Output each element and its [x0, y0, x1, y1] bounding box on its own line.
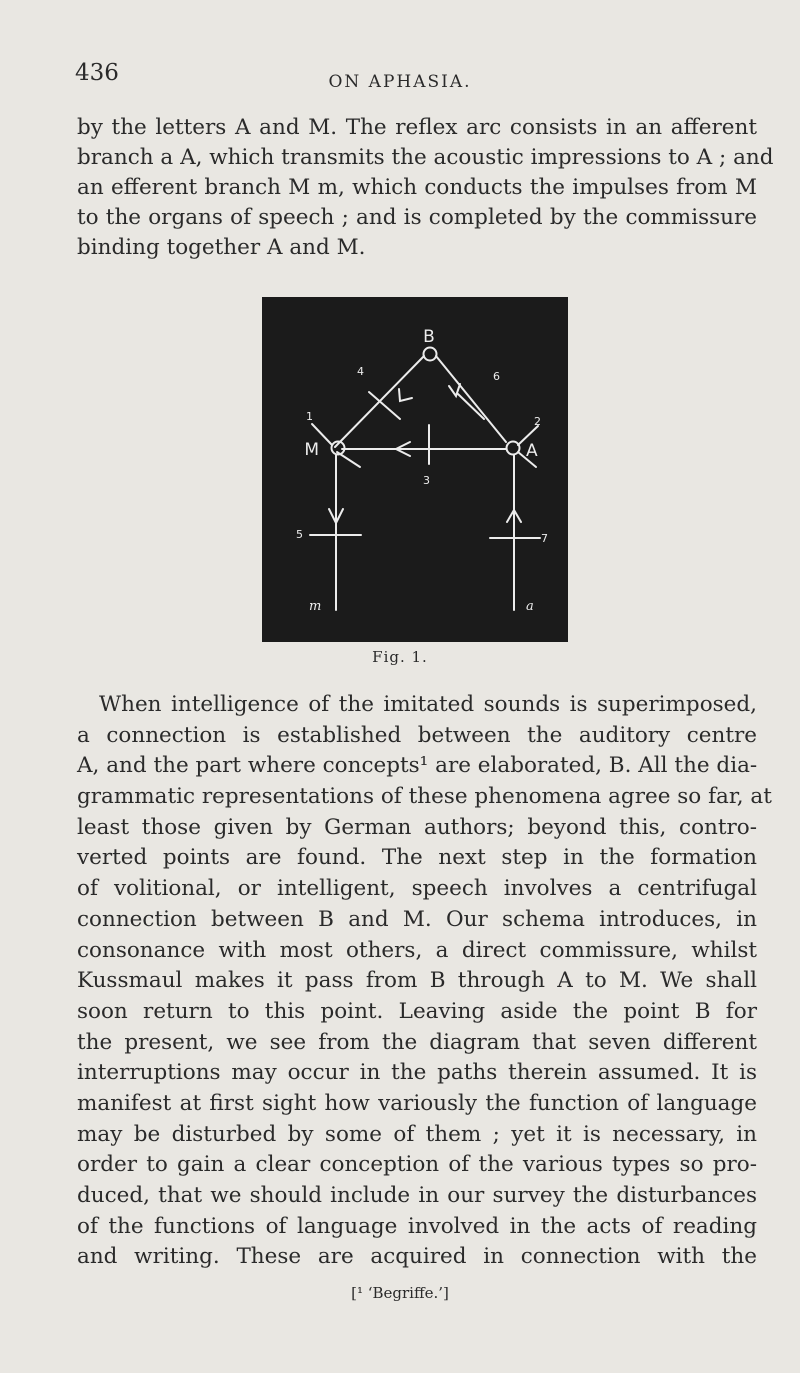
- text-line: to the organs of speech ; and is completed by the commissure: [77, 205, 757, 230]
- text-line: and writing. These are acquired in connection with the: [77, 1244, 757, 1270]
- text-line: interruptions may occur in the paths therein assumed. It is: [77, 1060, 757, 1086]
- text-line: Kussmaul makes it pass from B through A to M. We shall: [77, 968, 757, 994]
- text-line: A, and the part where concepts¹ are elaborated, B. All the dia-: [77, 753, 758, 779]
- text-line: of the functions of language involved in the acts of reading: [77, 1213, 757, 1239]
- text-line: may be disturbed by some of them ; yet it is necessary, in: [77, 1121, 757, 1147]
- text-line: When intelligence of the imitated sounds is superimposed,: [99, 692, 757, 717]
- text-line: of volitional, or intelligent, speech involves a centrifugal: [77, 876, 757, 902]
- path-label-3: 3: [423, 474, 430, 487]
- text-line: by the letters A and M. The reflex arc consists in an afferent: [77, 115, 757, 140]
- path-label-2: 2: [534, 415, 541, 428]
- end-label-m: m: [309, 599, 322, 614]
- text-line: order to gain a clear conception of the various types so pro-: [77, 1152, 757, 1178]
- text-line: a connection is established between the auditory centre: [77, 722, 757, 748]
- path-label-7: 7: [541, 532, 548, 545]
- text-line: branch a A, which transmits the acoustic impressions to A ; and: [77, 145, 774, 170]
- footnote: [¹ ‘Begriffe.’]: [351, 1284, 449, 1302]
- text-line: duced, that we should include in our survey the disturbances: [77, 1183, 757, 1208]
- label-b: B: [423, 327, 435, 347]
- text-line: binding together A and M.: [77, 235, 366, 260]
- text-line: connection between B and M. Our schema introduces, in: [77, 906, 757, 932]
- path-label-4: 4: [357, 365, 364, 378]
- paragraph-2: [77, 690, 772, 1273]
- aphasia-diagram: [262, 297, 568, 642]
- page-number: 436: [75, 60, 119, 86]
- label-a: A: [526, 441, 538, 461]
- text-line: least those given by German authors; beyond this, contro-: [77, 814, 757, 840]
- figure-caption: Fig. 1.: [372, 648, 428, 666]
- text-line: grammatic representations of these phenomena agree so far, at: [77, 784, 772, 810]
- diagram-background: [262, 297, 568, 642]
- text-line: manifest at first sight how variously the function of language: [77, 1090, 757, 1116]
- text-line: the present, we see from the diagram that seven different: [77, 1029, 757, 1055]
- end-label-a: a: [526, 599, 534, 614]
- label-m: M: [304, 440, 319, 460]
- paragraph-1: [77, 113, 774, 263]
- text-line: verted points are found. The next step in the formation: [77, 845, 757, 871]
- path-label-5: 5: [296, 528, 303, 541]
- path-label-1: 1: [306, 410, 313, 423]
- diagram-svg: [262, 297, 568, 642]
- path-label-6: 6: [493, 370, 500, 383]
- text-line: an efferent branch M m, which conducts the impulses from M: [77, 175, 757, 200]
- text-line: consonance with most others, a direct commissure, whilst: [77, 937, 757, 963]
- text-line: soon return to this point. Leaving aside the point B for: [77, 998, 757, 1024]
- running-title: ON APHASIA.: [328, 72, 472, 92]
